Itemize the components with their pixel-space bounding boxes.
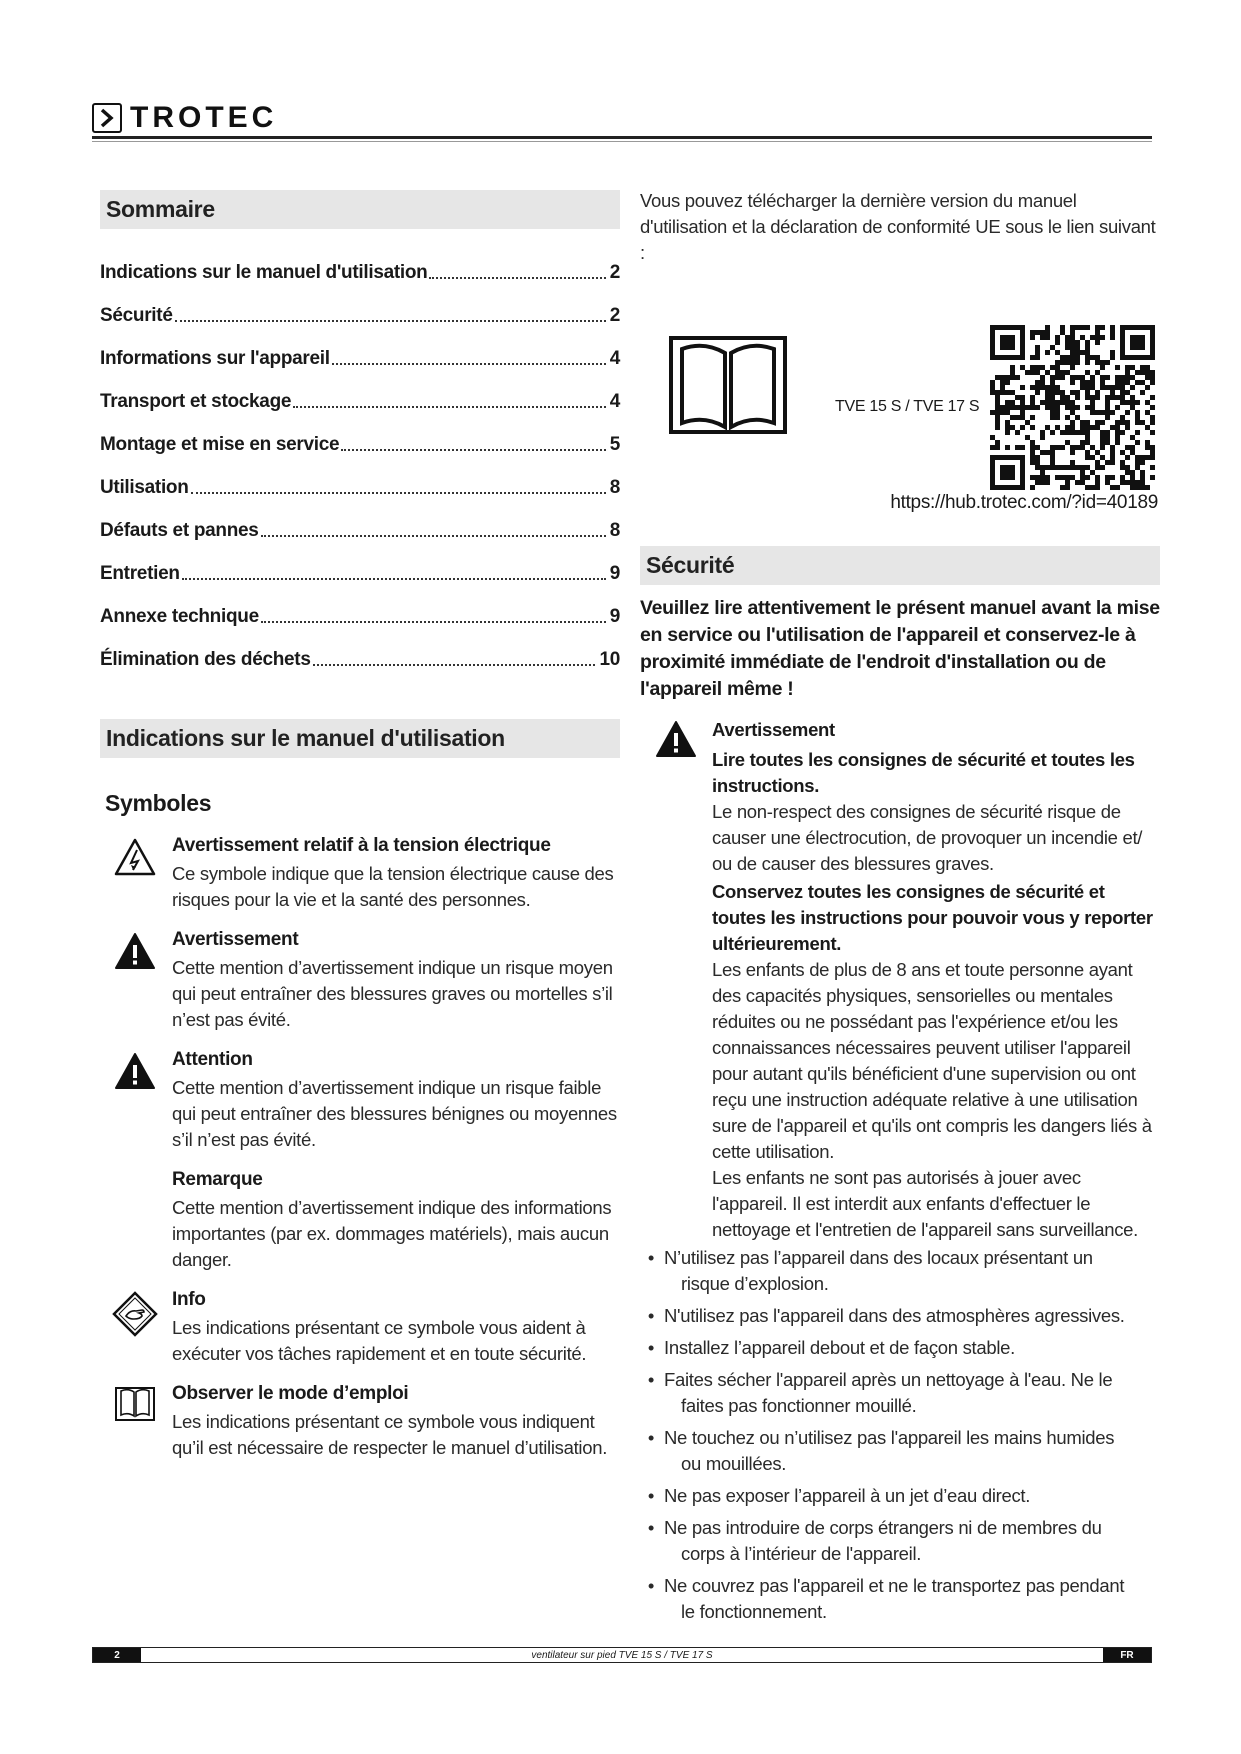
symbol-description: Cette mention d’avertissement indique un risque moyen qui peut entraîner des blessures graves ou mortelles s’il n’est pas évité. bbox=[172, 957, 613, 1030]
symbol-heading: Remarque bbox=[172, 1169, 263, 1190]
symbol-entry bbox=[100, 1049, 620, 1153]
toc-entry[interactable]: Sécurité 2 bbox=[100, 305, 620, 326]
trotec-logo bbox=[92, 100, 277, 136]
header-rule-thin bbox=[92, 141, 1152, 142]
page-number: 2 bbox=[93, 1648, 141, 1662]
header-rule bbox=[92, 136, 1152, 139]
footer-language: FR bbox=[1103, 1648, 1151, 1662]
download-area bbox=[640, 280, 1160, 490]
symbol-entry bbox=[100, 1289, 620, 1367]
footer-product: ventilateur sur pied TVE 15 S / TVE 17 S bbox=[531, 1649, 713, 1661]
qr-code-icon[interactable] bbox=[990, 325, 1155, 495]
toc-entry[interactable]: Indications sur le manuel d'utilisation 2 bbox=[100, 262, 620, 283]
safety-title: Sécurité bbox=[640, 546, 1160, 585]
toc-entry[interactable]: Montage et mise en service 5 bbox=[100, 434, 620, 455]
safety-bullet-list bbox=[640, 1245, 1160, 1625]
symbol-heading: Observer le mode d’emploi bbox=[172, 1383, 409, 1404]
symbol-heading: Attention bbox=[172, 1049, 253, 1070]
list-item: • N'utilisez pas l'appareil dans des atmosphères agressives. bbox=[647, 1305, 1125, 1326]
symbol-description: Ce symbole indique que la tension électrique cause des risques pour la vie et la santé des personnes. bbox=[172, 863, 614, 910]
list-item: • Ne couvrez pas l'appareil et ne le transportez pas pendant le fonctionnement. bbox=[647, 1575, 1125, 1622]
symbol-entry bbox=[100, 835, 620, 913]
warning-icon bbox=[640, 717, 712, 1243]
page-footer bbox=[92, 1647, 1152, 1663]
attention-icon bbox=[100, 1049, 170, 1153]
symbol-heading: Avertissement bbox=[172, 929, 299, 950]
symbol-description: Cette mention d’avertissement indique un risque faible qui peut entraîner des blessures bénignes ou moyennes s’il n’est pas évité. bbox=[172, 1077, 617, 1150]
toc-entry[interactable]: Transport et stockage 4 bbox=[100, 391, 620, 412]
model-label: TVE 15 S / TVE 17 S bbox=[835, 398, 980, 415]
warning-heading: Avertissement bbox=[712, 719, 835, 740]
electric-warning-icon bbox=[100, 835, 170, 913]
list-item: • Ne pas exposer l’appareil à un jet d’eau direct. bbox=[647, 1485, 1031, 1506]
logo-chevron-icon bbox=[92, 103, 122, 133]
safety-warning-block bbox=[640, 717, 1160, 1243]
list-item: • Ne pas introduire de corps étrangers ni de membres du corps à l’intérieur de l'appareil. bbox=[647, 1517, 1102, 1564]
symbol-description: Les indications présentant ce symbole vous aident à exécuter vos tâches rapidement et en toute sécurité. bbox=[172, 1317, 587, 1364]
symbol-entry bbox=[100, 1169, 620, 1273]
warning-text-1: Le non-respect des consignes de sécurité risque de causer une électrocution, de provoquer un incendie et/ ou de causer des blessures graves. bbox=[712, 801, 1143, 874]
symbol-entry bbox=[100, 1383, 620, 1461]
toc-entry[interactable]: Entretien 9 bbox=[100, 563, 620, 584]
list-item: • Faites sécher l'appareil après un nettoyage à l'eau. Ne le faites pas fonctionner mouillé. bbox=[647, 1369, 1113, 1416]
symbol-heading: Avertissement relatif à la tension électrique bbox=[172, 835, 551, 856]
manual-book-icon bbox=[100, 1383, 170, 1461]
warning-bold-1: Lire toutes les consignes de sécurité et toutes les instructions. bbox=[712, 749, 1135, 796]
symbols-heading: Symboles bbox=[105, 790, 212, 816]
toc-entry[interactable]: Élimination des déchets 10 bbox=[100, 649, 620, 670]
symbol-description: Cette mention d’avertissement indique des informations importantes (par ex. dommages matériels), mais aucun danger. bbox=[172, 1197, 612, 1270]
symbol-heading: Info bbox=[172, 1289, 206, 1310]
table-of-contents bbox=[100, 241, 620, 671]
warning-text-2: Les enfants de plus de 8 ans et toute personne ayant des capacités physiques, sensorielles ou mentales réduites ou ne possédant pas l'expérience et/ou les connaissances nécessaires peuvent utiliser l'appareil pour autant qu'ils bénéficient d'une supervision ou ont reçu une instruction adéquate relative à une utilisation sure de l'appareil et qu'ils ont compris les dangers liés à cette utilisation. bbox=[712, 959, 1152, 1162]
right-column bbox=[640, 190, 1160, 1631]
list-item: • N’utilisez pas l’appareil dans des locaux présentant un risque d’explosion. bbox=[647, 1247, 1093, 1294]
safety-intro: Veuillez lire attentivement le présent manuel avant la mise en service ou l'utilisation de l'appareil et conservez-le à proximité immédiate de l'endroit d'installation ou de l'appareil même ! bbox=[640, 597, 1160, 700]
download-link[interactable]: https://hub.trotec.com/?id=40189 bbox=[890, 492, 1158, 513]
download-text: Vous pouvez télécharger la dernière version du manuel d'utilisation et la déclaration de conformité UE sous le lien suivant : bbox=[640, 190, 1156, 263]
toc-title: Sommaire bbox=[100, 190, 620, 229]
manual-book-icon bbox=[668, 335, 788, 440]
logo-text: TROTEC bbox=[130, 101, 278, 134]
toc-entry[interactable]: Utilisation 8 bbox=[100, 477, 620, 498]
info-icon bbox=[100, 1289, 170, 1367]
list-item: • Ne touchez ou n’utilisez pas l'appareil les mains humides ou mouillées. bbox=[647, 1427, 1115, 1474]
left-column bbox=[100, 190, 620, 1477]
warning-text-3: Les enfants ne sont pas autorisés à jouer avec l'appareil. Il est interdit aux enfants d'effectuer le nettoyage et l'entretien de l'appareil sans surveillance. bbox=[712, 1167, 1139, 1240]
symbol-entry bbox=[100, 929, 620, 1033]
toc-entry[interactable]: Défauts et pannes 8 bbox=[100, 520, 620, 541]
warning-icon bbox=[100, 929, 170, 1033]
warning-bold-2: Conservez toutes les consignes de sécurité et toutes les instructions pour pouvoir vous y reporter ultérieurement. bbox=[712, 881, 1153, 954]
toc-entry[interactable]: Informations sur l'appareil 4 bbox=[100, 348, 620, 369]
toc-entry[interactable]: Annexe technique 9 bbox=[100, 606, 620, 627]
manual-section-title: Indications sur le manuel d'utilisation bbox=[100, 719, 620, 758]
symbol-description: Les indications présentant ce symbole vous indiquent qu’il est nécessaire de respecter le manuel d’utilisation. bbox=[172, 1411, 608, 1458]
list-item: • Installez l’appareil debout et de façon stable. bbox=[647, 1337, 1016, 1358]
